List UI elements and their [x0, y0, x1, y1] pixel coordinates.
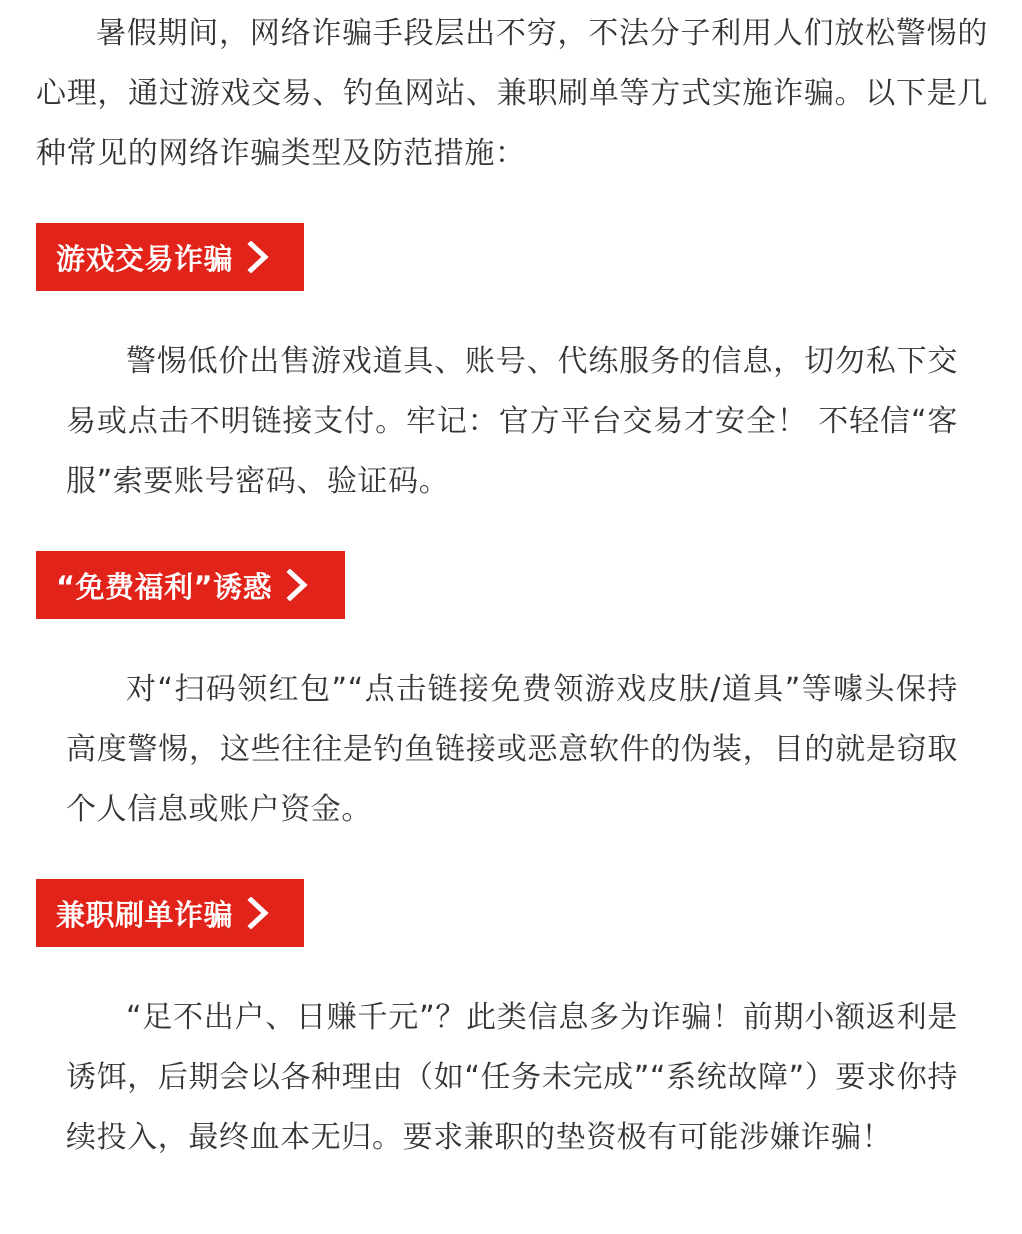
section-heading-label: 游戏交易诈骗	[56, 241, 234, 276]
chevron-right-icon	[282, 569, 314, 601]
section-body-free-benefit: 对“扫码领红包”“点击链接免费领游戏皮肤/道具”等噱头保持高度警惕，这些往往是钓鱼链接或恶意软件的伪装，目的就是窃取个人信息或账户资金。	[66, 672, 958, 827]
section-heading-label: “免费福利”诱惑	[56, 569, 273, 604]
section-heading-label: 兼职刷单诈骗	[56, 897, 234, 932]
chevron-right-icon	[243, 241, 275, 273]
section-heading-free-benefit	[36, 551, 345, 619]
section-heading-game-trade	[36, 223, 304, 291]
section-body-game-trade: 警惕低价出售游戏道具、账号、代练服务的信息，切勿私下交易或点击不明链接支付。牢记：官方平台交易才安全！ 不轻信“客服”索要账号密码、验证码。	[66, 344, 958, 499]
intro-paragraph: 暑假期间，网络诈骗手段层出不穷，不法分子利用人们放松警惕的心理，通过游戏交易、钓鱼网站、兼职刷单等方式实施诈骗。以下是几种常见的网络诈骗类型及防范措施：	[36, 16, 988, 171]
section-heading-part-time-scam	[36, 879, 304, 947]
section-body-part-time-scam: “足不出户、日赚千元”？此类信息多为诈骗！前期小额返利是诱饵，后期会以各种理由（如“任务未完成”“系统故障”）要求你持续投入，最终血本无归。要求兼职的垫资极有可能涉嫌诈骗！	[66, 1000, 958, 1155]
chevron-right-icon	[243, 897, 275, 929]
